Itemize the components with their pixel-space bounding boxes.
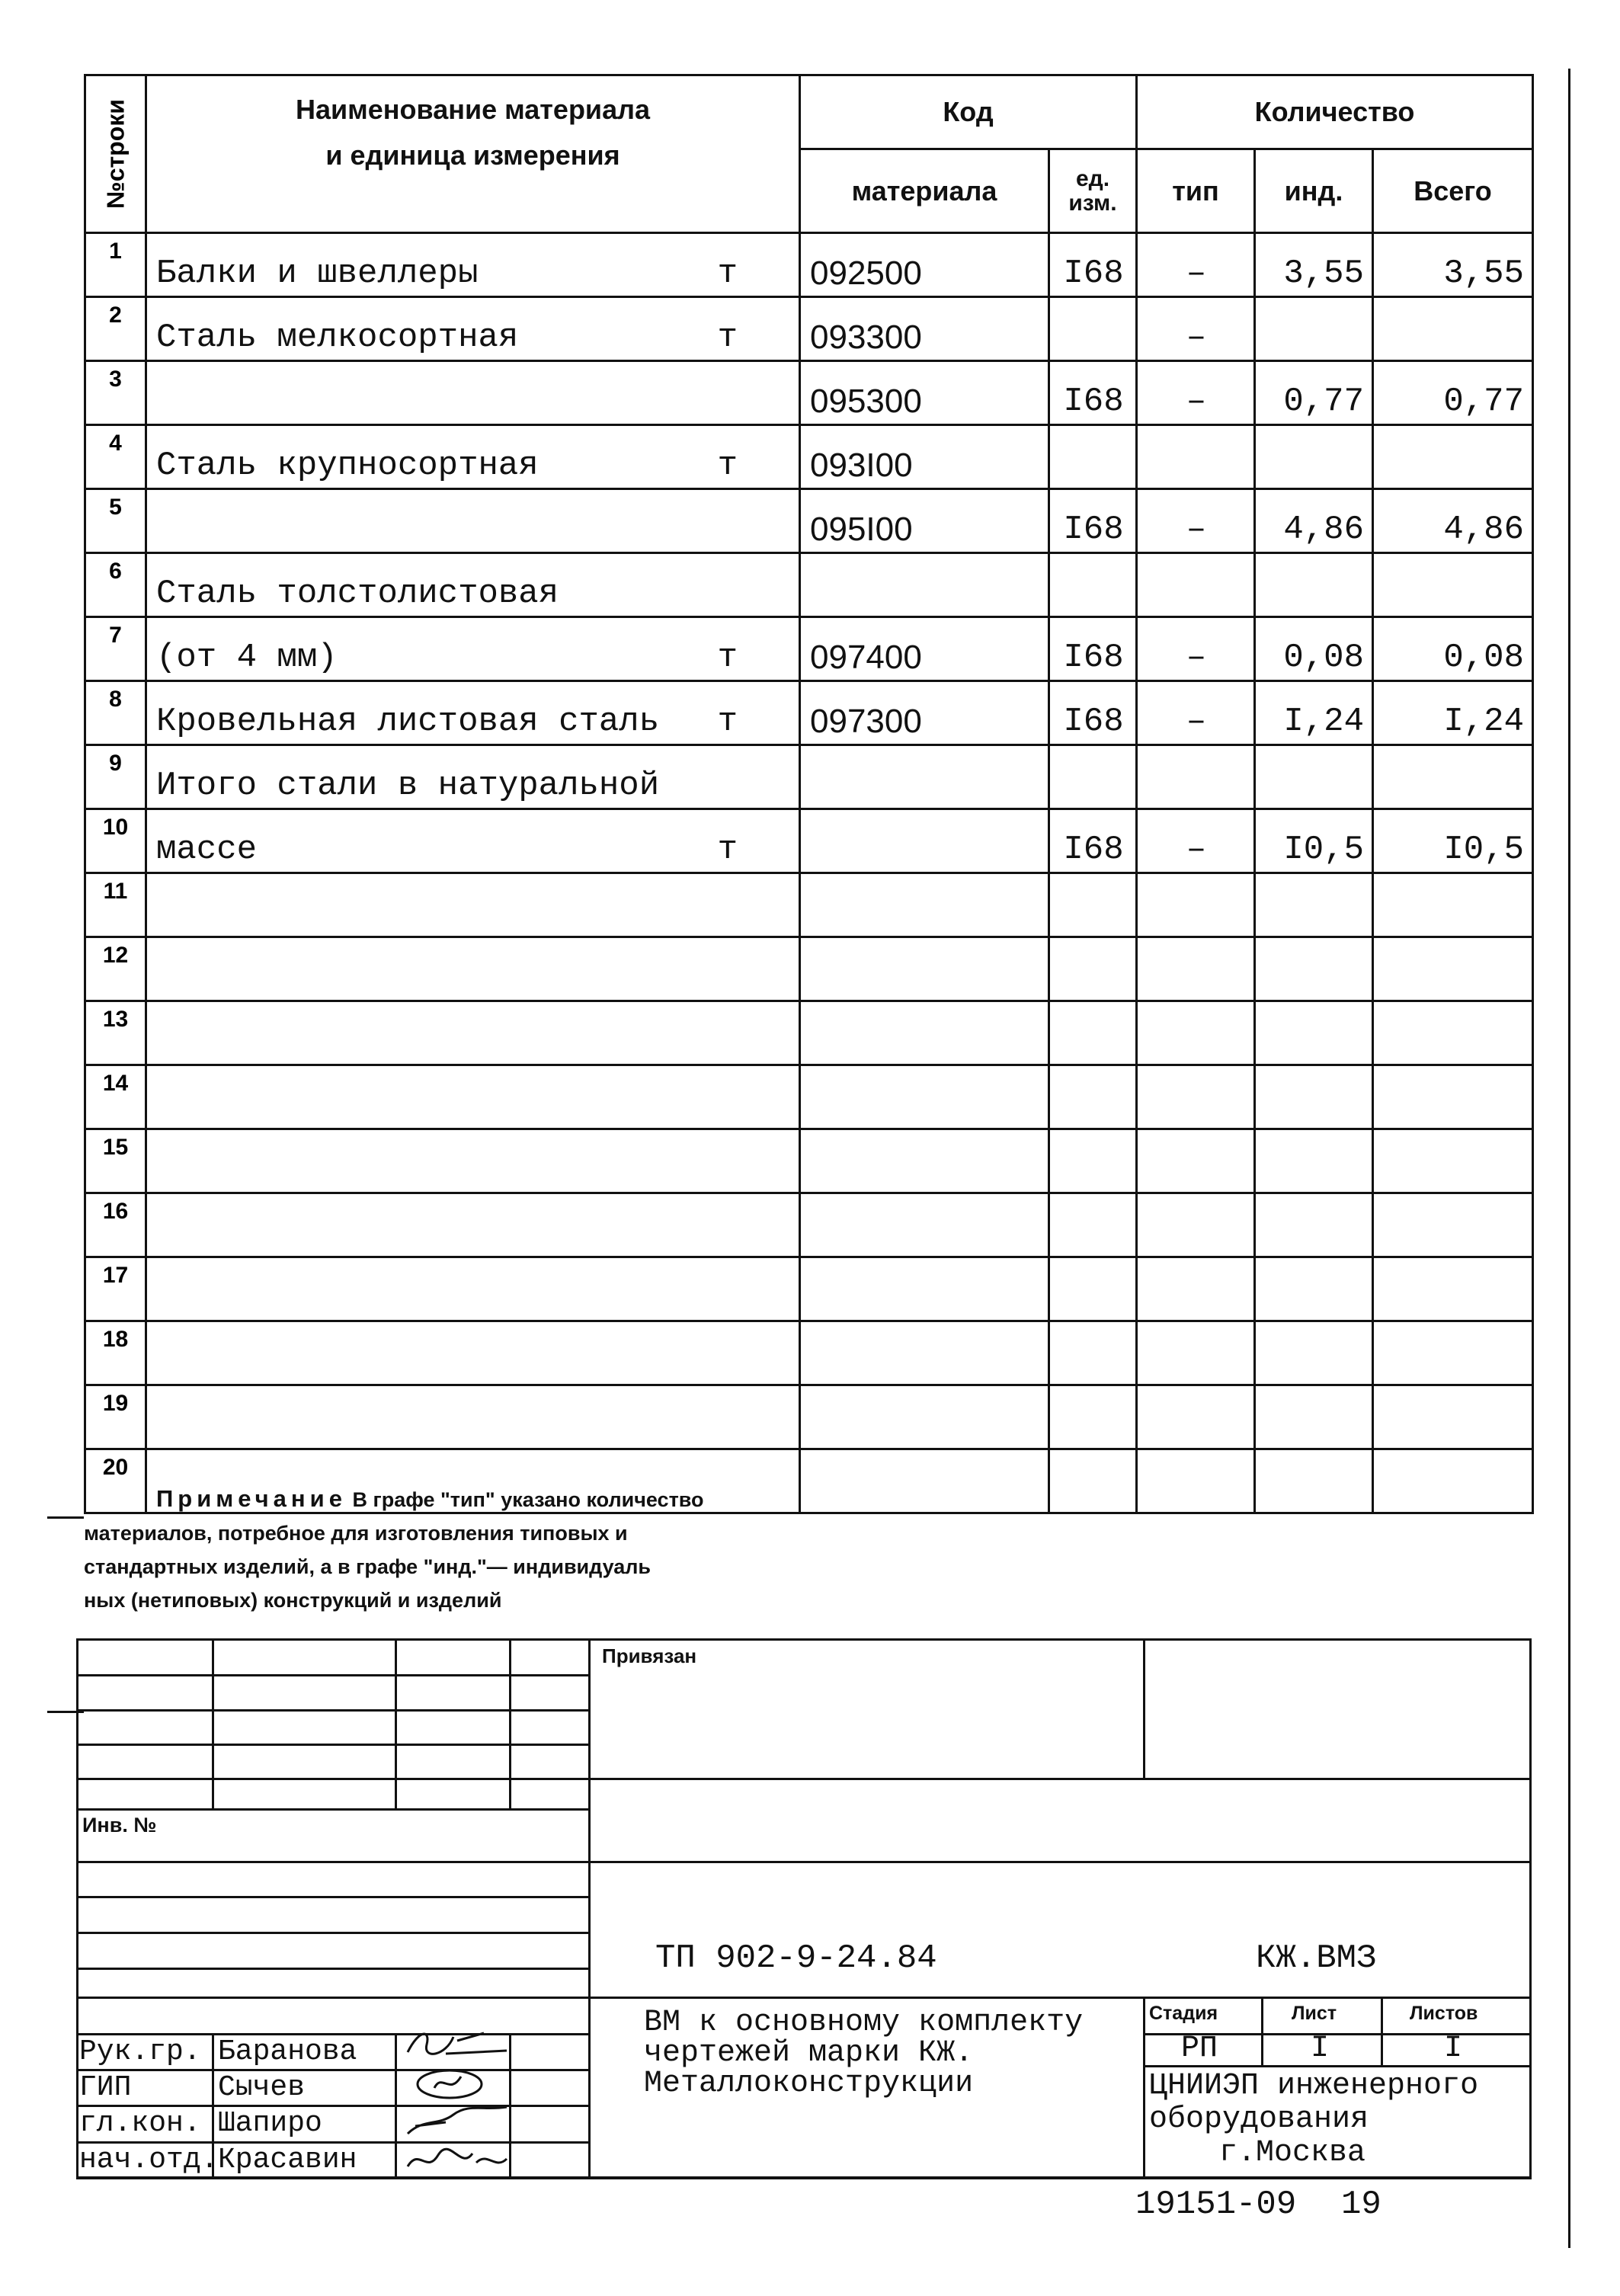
margin-tick <box>47 1516 84 1519</box>
qty-type: – <box>1137 617 1255 681</box>
unit-code <box>1049 1385 1137 1449</box>
qty-total <box>1373 553 1533 617</box>
signature-chief-engineer <box>404 2065 503 2103</box>
unit-code <box>1049 1065 1137 1129</box>
material-name <box>146 361 800 425</box>
qty-type: – <box>1137 297 1255 361</box>
row-number: 13 <box>85 1001 146 1065</box>
table-row <box>85 1257 1533 1321</box>
document-title-line-2: чертежей марки КЖ. <box>644 2036 974 2070</box>
qty-type <box>1137 1257 1255 1321</box>
qty-ind: I,24 <box>1255 681 1373 745</box>
material-unit: т <box>717 831 738 869</box>
qty-type <box>1137 1193 1255 1257</box>
qty-ind: 0,08 <box>1255 617 1373 681</box>
row-number: 17 <box>85 1257 146 1321</box>
material-code <box>800 745 1049 809</box>
qty-type: – <box>1137 233 1255 297</box>
unit-code: I68 <box>1049 809 1137 873</box>
material-name <box>146 1385 800 1449</box>
material-code <box>800 1385 1049 1449</box>
qty-total <box>1373 1001 1533 1065</box>
qty-ind <box>1255 1257 1373 1321</box>
row-number: 4 <box>85 425 146 489</box>
qty-type <box>1137 937 1255 1001</box>
qty-total <box>1373 1065 1533 1129</box>
role-head-group: Рук.гр. <box>79 2035 201 2068</box>
table-row <box>85 233 1533 297</box>
qty-total: 4,86 <box>1373 489 1533 553</box>
table-row <box>85 873 1533 937</box>
name-chief-engineer: Сычев <box>218 2071 306 2104</box>
organization-line-2: оборудования <box>1149 2102 1369 2137</box>
unit-code <box>1049 553 1137 617</box>
qty-type <box>1137 553 1255 617</box>
qty-type <box>1137 745 1255 809</box>
unit-code <box>1049 1257 1137 1321</box>
qty-ind: 0,77 <box>1255 361 1373 425</box>
qty-ind: I0,5 <box>1255 809 1373 873</box>
material-code: 097300 <box>800 681 1049 745</box>
unit-code: I68 <box>1049 361 1137 425</box>
qty-type <box>1137 1385 1255 1449</box>
name-head-group: Баранова <box>218 2035 357 2068</box>
material-name <box>146 745 800 809</box>
qty-ind <box>1255 745 1373 809</box>
unit-code <box>1049 937 1137 1001</box>
qty-total <box>1373 1257 1533 1321</box>
note-line-4: ных (нетиповых) конструкций и изделий <box>84 1589 502 1612</box>
page-number: 19 <box>1341 2186 1381 2224</box>
unit-code <box>1049 1321 1137 1385</box>
material-code <box>800 1257 1049 1321</box>
row-number: 12 <box>85 937 146 1001</box>
material-name <box>146 937 800 1001</box>
material-name-text: Балки и швеллеры <box>156 255 479 293</box>
unit-code: I68 <box>1049 617 1137 681</box>
qty-total: I,24 <box>1373 681 1533 745</box>
qty-total <box>1373 1193 1533 1257</box>
qty-type <box>1137 425 1255 489</box>
qty-type <box>1137 873 1255 937</box>
qty-ind <box>1255 425 1373 489</box>
material-name <box>146 1257 800 1321</box>
sheet-label: Лист <box>1292 2003 1337 2024</box>
material-name-text: (от 4 мм) <box>156 639 338 677</box>
material-name-text: Сталь крупносортная <box>156 447 539 485</box>
qty-ind: 4,86 <box>1255 489 1373 553</box>
material-code <box>800 1001 1049 1065</box>
document-mark: КЖ.ВМЗ <box>1256 1939 1377 1977</box>
unit-code: I68 <box>1049 233 1137 297</box>
table-row <box>85 937 1533 1001</box>
right-border-line <box>1568 69 1570 2248</box>
materials-rows <box>85 233 1533 1513</box>
row-number: 3 <box>85 361 146 425</box>
row-number: 5 <box>85 489 146 553</box>
material-code: 093300 <box>800 297 1049 361</box>
table-row <box>85 1385 1533 1449</box>
material-unit: т <box>717 255 738 293</box>
qty-total: 0,08 <box>1373 617 1533 681</box>
unit-code <box>1049 1129 1137 1193</box>
code-group-header: Код <box>800 75 1137 149</box>
stage-label: Стадия <box>1149 2003 1218 2024</box>
qty-total: I0,5 <box>1373 809 1533 873</box>
role-chief-designer: гл.кон. <box>79 2107 201 2140</box>
qty-total <box>1373 1321 1533 1385</box>
unit-code <box>1049 1001 1137 1065</box>
material-name <box>146 617 800 681</box>
material-code <box>800 1321 1049 1385</box>
qty-type: – <box>1137 361 1255 425</box>
material-name <box>146 1065 800 1129</box>
archive-number: 19151-09 <box>1135 2186 1297 2224</box>
material-name <box>146 425 800 489</box>
qty-total: 0,77 <box>1373 361 1533 425</box>
table-row <box>85 553 1533 617</box>
qty-type <box>1137 1001 1255 1065</box>
name-dept-head: Красавин <box>218 2144 357 2176</box>
table-row <box>85 809 1533 873</box>
material-unit: т <box>717 639 738 677</box>
qty-total-header: Всего <box>1373 149 1533 233</box>
material-name-text: Итого стали в натуральной <box>156 767 660 805</box>
qty-type: – <box>1137 681 1255 745</box>
material-name <box>146 297 800 361</box>
table-row <box>85 1321 1533 1385</box>
row-number: 18 <box>85 1321 146 1385</box>
table-row <box>85 681 1533 745</box>
sheet-value: I <box>1311 2032 1330 2066</box>
sheets-value: I <box>1444 2032 1463 2066</box>
table-row <box>85 1001 1533 1065</box>
table-row <box>85 297 1533 361</box>
table-row <box>85 425 1533 489</box>
unit-code <box>1049 1193 1137 1257</box>
note-line-1: В графе "тип" указано количество <box>352 1488 704 1511</box>
qty-ind-header: инд. <box>1255 149 1373 233</box>
note-line-3: стандартных изделий, а в графе "инд."— индивидуаль <box>84 1555 652 1578</box>
material-code <box>800 1129 1049 1193</box>
name-chief-designer: Шапиро <box>218 2107 322 2140</box>
row-number: 11 <box>85 873 146 937</box>
material-name-text: массе <box>156 831 258 869</box>
material-code: 092500 <box>800 233 1049 297</box>
row-number: 9 <box>85 745 146 809</box>
material-name <box>146 233 800 297</box>
table-row <box>85 361 1533 425</box>
row-number: 14 <box>85 1065 146 1129</box>
stage-value: РП <box>1181 2032 1218 2066</box>
material-code <box>800 553 1049 617</box>
material-name <box>146 553 800 617</box>
qty-ind <box>1255 1001 1373 1065</box>
materials-table <box>84 74 1534 1514</box>
material-code <box>800 1065 1049 1129</box>
qty-type: – <box>1137 809 1255 873</box>
note-line-2: материалов, потребное для изготовления типовых и <box>84 1522 628 1545</box>
qty-total: 3,55 <box>1373 233 1533 297</box>
row-number: 6 <box>85 553 146 617</box>
material-name <box>146 809 800 873</box>
qty-total <box>1373 745 1533 809</box>
row-number-header: №строки <box>85 75 146 233</box>
qty-ind <box>1255 873 1373 937</box>
qty-ind <box>1255 1129 1373 1193</box>
material-code <box>800 873 1049 937</box>
qty-ind <box>1255 1065 1373 1129</box>
material-name-text: Сталь толстолистовая <box>156 575 559 613</box>
row-number: 19 <box>85 1385 146 1449</box>
row-number: 2 <box>85 297 146 361</box>
qty-type: – <box>1137 489 1255 553</box>
unit-code: I68 <box>1049 489 1137 553</box>
document-code: ТП 902-9-24.84 <box>655 1939 937 1977</box>
signature-dept-head <box>400 2140 514 2178</box>
material-unit: т <box>717 447 738 485</box>
material-name <box>146 1321 800 1385</box>
signature-head-group <box>400 2022 514 2067</box>
organization-city: г.Москва <box>1219 2136 1366 2170</box>
material-name-text: Кровельная листовая сталь <box>156 703 660 741</box>
qty-total <box>1373 873 1533 937</box>
row-number: 1 <box>85 233 146 297</box>
qty-total <box>1373 1385 1533 1449</box>
table-row <box>85 1065 1533 1129</box>
row-number: 20 <box>85 1449 146 1513</box>
material-code: 095300 <box>800 361 1049 425</box>
table-row <box>85 745 1533 809</box>
material-unit: т <box>717 319 738 357</box>
material-code: 093I00 <box>800 425 1049 489</box>
material-code <box>800 1193 1049 1257</box>
qty-total <box>1373 937 1533 1001</box>
qty-ind <box>1255 1321 1373 1385</box>
code-material-header: материала <box>800 149 1049 233</box>
row-number: 7 <box>85 617 146 681</box>
document-title-line-3: Металлоконструкции <box>644 2067 974 2101</box>
code-unit-header: ед. изм. <box>1049 149 1137 233</box>
material-code: 095I00 <box>800 489 1049 553</box>
organization-line-1: ЦНИИЭП инженерного <box>1149 2069 1479 2103</box>
unit-code: I68 <box>1049 681 1137 745</box>
title-block <box>76 1638 1532 2179</box>
note-block <box>84 1482 1532 1617</box>
material-name <box>146 1001 800 1065</box>
row-number: 16 <box>85 1193 146 1257</box>
name-column-header: Наименование материала и единица измерения <box>146 75 800 233</box>
note-title: Примечание <box>156 1485 347 1512</box>
table-row <box>85 489 1533 553</box>
qty-ind <box>1255 297 1373 361</box>
material-code: 097400 <box>800 617 1049 681</box>
row-number: 10 <box>85 809 146 873</box>
table-row <box>85 1193 1533 1257</box>
unit-code <box>1049 745 1137 809</box>
document-title-line-1: ВМ к основному комплекту <box>644 2006 1084 2040</box>
role-dept-head: нач.отд. <box>79 2144 219 2176</box>
qty-ind <box>1255 937 1373 1001</box>
table-row <box>85 617 1533 681</box>
material-name <box>146 681 800 745</box>
qty-total <box>1373 1129 1533 1193</box>
qty-ind: 3,55 <box>1255 233 1373 297</box>
unit-code <box>1049 873 1137 937</box>
material-name <box>146 1193 800 1257</box>
qty-type-header: тип <box>1137 149 1255 233</box>
material-name-text: Сталь мелкосортная <box>156 319 519 357</box>
quantity-group-header: Количество <box>1137 75 1533 149</box>
qty-type <box>1137 1321 1255 1385</box>
sheets-label: Листов <box>1410 2003 1478 2024</box>
qty-type <box>1137 1065 1255 1129</box>
row-number: 15 <box>85 1129 146 1193</box>
material-name <box>146 873 800 937</box>
material-unit: т <box>717 703 738 741</box>
qty-ind <box>1255 553 1373 617</box>
unit-code <box>1049 425 1137 489</box>
material-name <box>146 1129 800 1193</box>
role-chief-engineer: ГИП <box>79 2071 132 2104</box>
qty-total <box>1373 425 1533 489</box>
table-row <box>85 1129 1533 1193</box>
qty-ind <box>1255 1193 1373 1257</box>
signature-chief-designer <box>400 2103 514 2141</box>
material-code <box>800 809 1049 873</box>
inventory-number-label: Инв. № <box>82 1814 157 1836</box>
qty-total <box>1373 297 1533 361</box>
material-name <box>146 489 800 553</box>
privyazan-label: Привязан <box>602 1644 697 1667</box>
qty-type <box>1137 1129 1255 1193</box>
row-number: 8 <box>85 681 146 745</box>
unit-code <box>1049 297 1137 361</box>
qty-ind <box>1255 1385 1373 1449</box>
material-code <box>800 937 1049 1001</box>
